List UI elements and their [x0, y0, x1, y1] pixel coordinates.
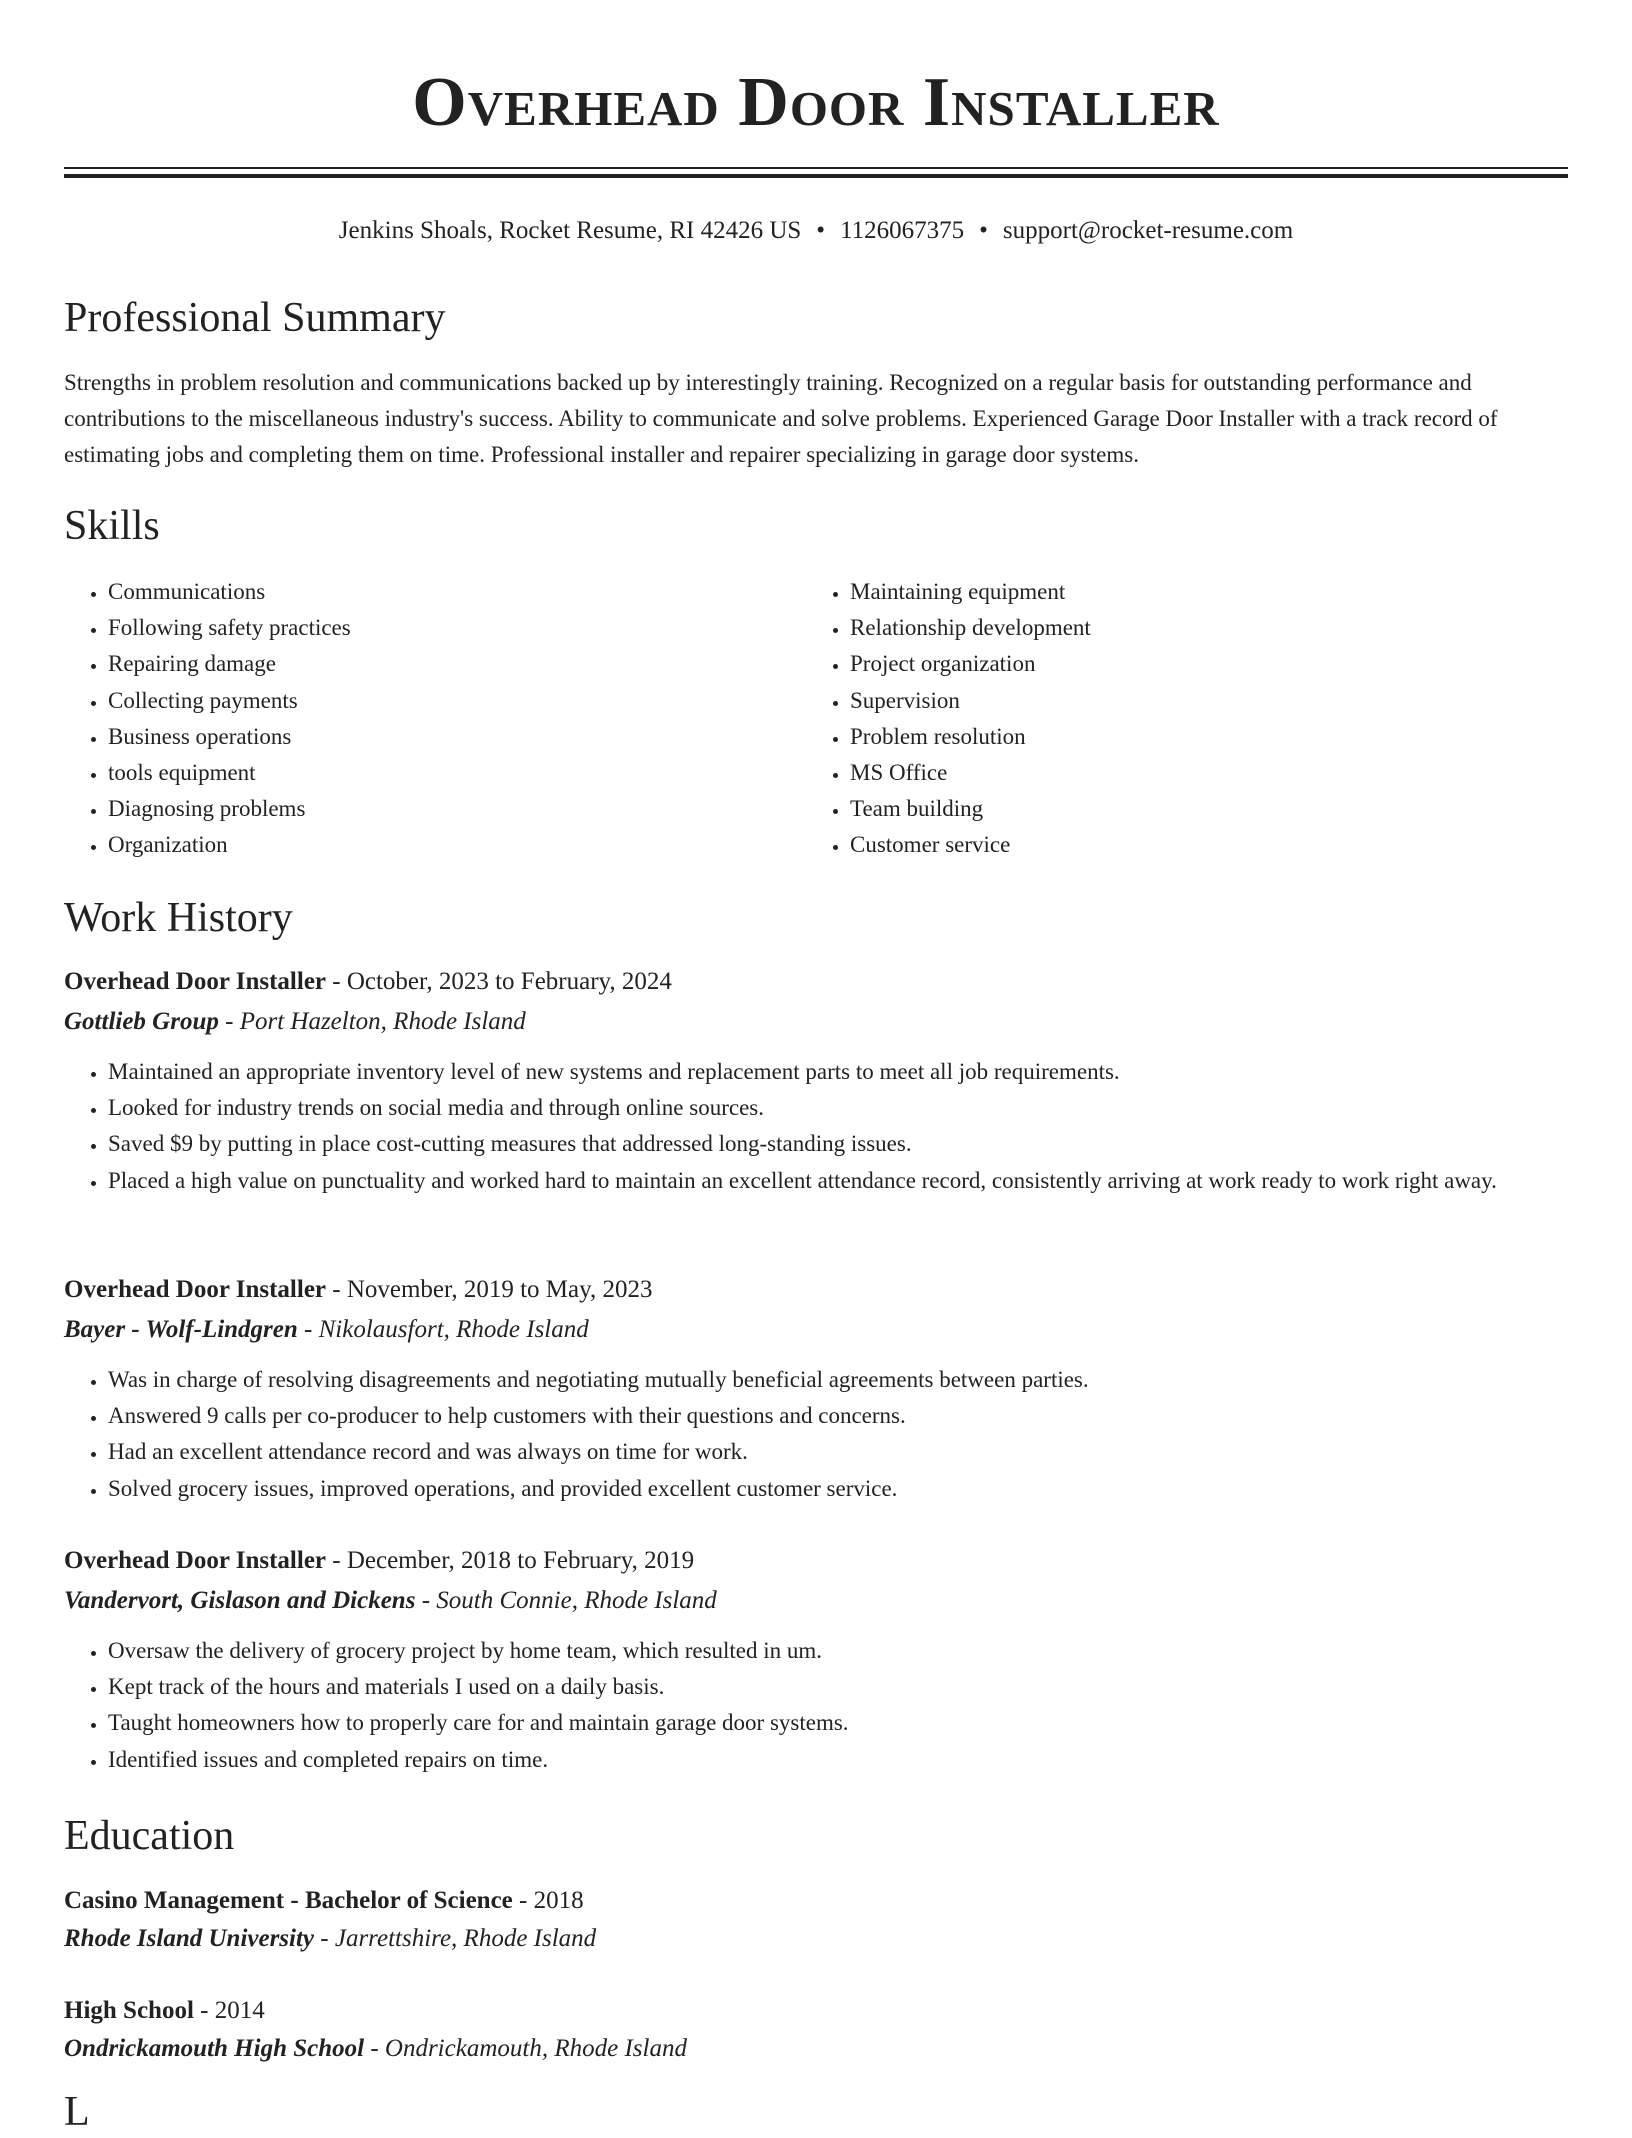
skill-item: • Business operations: [108, 719, 351, 755]
job-company-line: [64, 1310, 1568, 1350]
skill-item: • Following safety practices: [108, 610, 351, 646]
education-entry: [64, 1992, 1568, 2068]
summary-text: Strengths in problem resolution and communications backed up by interestingly training. Recognized on a regular basis for outstanding performance and contributions to the miscellaneous industry's success. Ability to communicate and solve problems. Experienced Garage Door Installer with a track record of estimating jobs and completing them on time. Professional installer and repairer specializing in garage door systems.: [64, 370, 1498, 467]
contact-separator: •: [816, 217, 826, 244]
job-bullet: • Saved $9 by putting in place cost-cutting measures that addressed long-standing issues.: [108, 1126, 1568, 1162]
job-bullet: • Answered 9 calls per co-producer to help customers with their questions and concerns.: [108, 1398, 1568, 1434]
job-company: Vandervort, Gislason and Dickens: [64, 1587, 416, 1614]
skill-item: • Diagnosing problems: [108, 791, 351, 827]
job-dates: - December, 2018 to February, 2019: [326, 1547, 695, 1574]
job-bullet: • Kept track of the hours and materials I used on a daily basis.: [108, 1669, 1568, 1705]
contact-line: [64, 212, 1568, 250]
education-degree: High School: [64, 1997, 194, 2024]
job-location: - South Connie, Rhode Island: [415, 1587, 717, 1614]
job-bullet: • Solved grocery issues, improved operations, and provided excellent customer service.: [108, 1471, 1568, 1507]
job-bullet: • Looked for industry trends on social media and through online sources.: [108, 1090, 1568, 1126]
job-company-line: [64, 1002, 1568, 1042]
job-location: - Port Hazelton, Rhode Island: [218, 1008, 526, 1035]
education-degree-line: [64, 1882, 1568, 1920]
job-bullet: • Had an excellent attendance record and was always on time for work.: [108, 1434, 1568, 1470]
job-bullets: [64, 1362, 1568, 1507]
education-year: - 2014: [193, 1997, 265, 2024]
education-degree: Casino Management - Bachelor of Science: [64, 1887, 513, 1914]
job-dates: - November, 2019 to May, 2023: [326, 1276, 653, 1303]
job-bullets: [64, 1633, 1568, 1778]
skills-column-left: [64, 574, 351, 864]
header-divider-thin: [64, 167, 1568, 169]
education-school-line: [64, 2030, 1568, 2068]
job-entry: [64, 1270, 1568, 1507]
contact-phone: 1126067375: [840, 217, 965, 244]
skill-item: • Organization: [108, 827, 351, 863]
job-company: Bayer - Wolf-Lindgren: [64, 1316, 298, 1343]
skill-item: • Team building: [850, 791, 1091, 827]
education-school-line: [64, 1920, 1568, 1958]
education-school: Ondrickamouth High School: [64, 2035, 365, 2062]
job-role: Overhead Door Installer: [64, 1276, 327, 1303]
skill-item: • Supervision: [850, 683, 1091, 719]
skill-item: • Collecting payments: [108, 683, 351, 719]
job-title-line: [64, 962, 1568, 1002]
job-entry: [64, 1541, 1568, 1778]
job-bullets: [64, 1054, 1568, 1199]
skill-item: • Repairing damage: [108, 646, 351, 682]
contact-email: support@rocket-resume.com: [1002, 217, 1294, 244]
skill-item: • Communications: [108, 574, 351, 610]
job-location: - Nikolausfort, Rhode Island: [297, 1316, 589, 1343]
job-bullet: • Oversaw the delivery of grocery project by home team, which resulted in um.: [108, 1633, 1568, 1669]
skill-item: • Project organization: [850, 646, 1091, 682]
job-bullet: • Identified issues and completed repairs on time.: [108, 1742, 1568, 1778]
resume-name-title: Overhead Door Installer: [412, 64, 1220, 141]
job-title-line: [64, 1270, 1568, 1310]
education-heading: Education: [64, 1813, 235, 1859]
job-dates: - October, 2023 to February, 2024: [326, 968, 672, 995]
job-bullet: • Maintained an appropriate inventory level of new systems and replacement parts to meet all job requirements.: [108, 1054, 1568, 1090]
job-role: Overhead Door Installer: [64, 968, 327, 995]
education-degree-line: [64, 1992, 1568, 2030]
job-company: Gottlieb Group: [64, 1008, 219, 1035]
job-bullet: • Was in charge of resolving disagreements and negotiating mutually beneficial agreements between parties.: [108, 1362, 1568, 1398]
job-bullet: • Taught homeowners how to properly care for and maintain garage door systems.: [108, 1705, 1568, 1741]
skill-item: • Maintaining equipment: [850, 574, 1091, 610]
work-history-heading: Work History: [64, 895, 293, 941]
job-title-line: [64, 1541, 1568, 1581]
job-bullet: • Placed a high value on punctuality and worked hard to maintain an excellent attendance record, consistently arriving at work ready to work right away.: [108, 1163, 1568, 1199]
skill-item: • Problem resolution: [850, 719, 1091, 755]
next-section-heading: L: [64, 2089, 90, 2135]
summary-heading: Professional Summary: [64, 295, 446, 341]
skill-item: • tools equipment: [108, 755, 351, 791]
skill-item: • Relationship development: [850, 610, 1091, 646]
job-entry: [64, 962, 1568, 1199]
job-role: Overhead Door Installer: [64, 1547, 327, 1574]
job-company-line: [64, 1581, 1568, 1621]
contact-address: Jenkins Shoals, Rocket Resume, RI 42426 US: [338, 217, 802, 244]
skills-heading: Skills: [64, 503, 160, 549]
education-entry: [64, 1882, 1568, 1958]
header-divider-thick: [64, 174, 1568, 178]
education-year: - 2018: [512, 1887, 584, 1914]
resume-page: [64, 0, 1568, 2135]
skills-column-right: [806, 574, 1091, 864]
education-location: - Jarrettshire, Rhode Island: [314, 1925, 597, 1952]
skill-item: • MS Office: [850, 755, 1091, 791]
contact-separator: •: [979, 217, 988, 244]
education-location: - Ondrickamouth, Rhode Island: [364, 2035, 687, 2062]
education-school: Rhode Island University: [64, 1925, 315, 1952]
skill-item: • Customer service: [850, 827, 1091, 863]
